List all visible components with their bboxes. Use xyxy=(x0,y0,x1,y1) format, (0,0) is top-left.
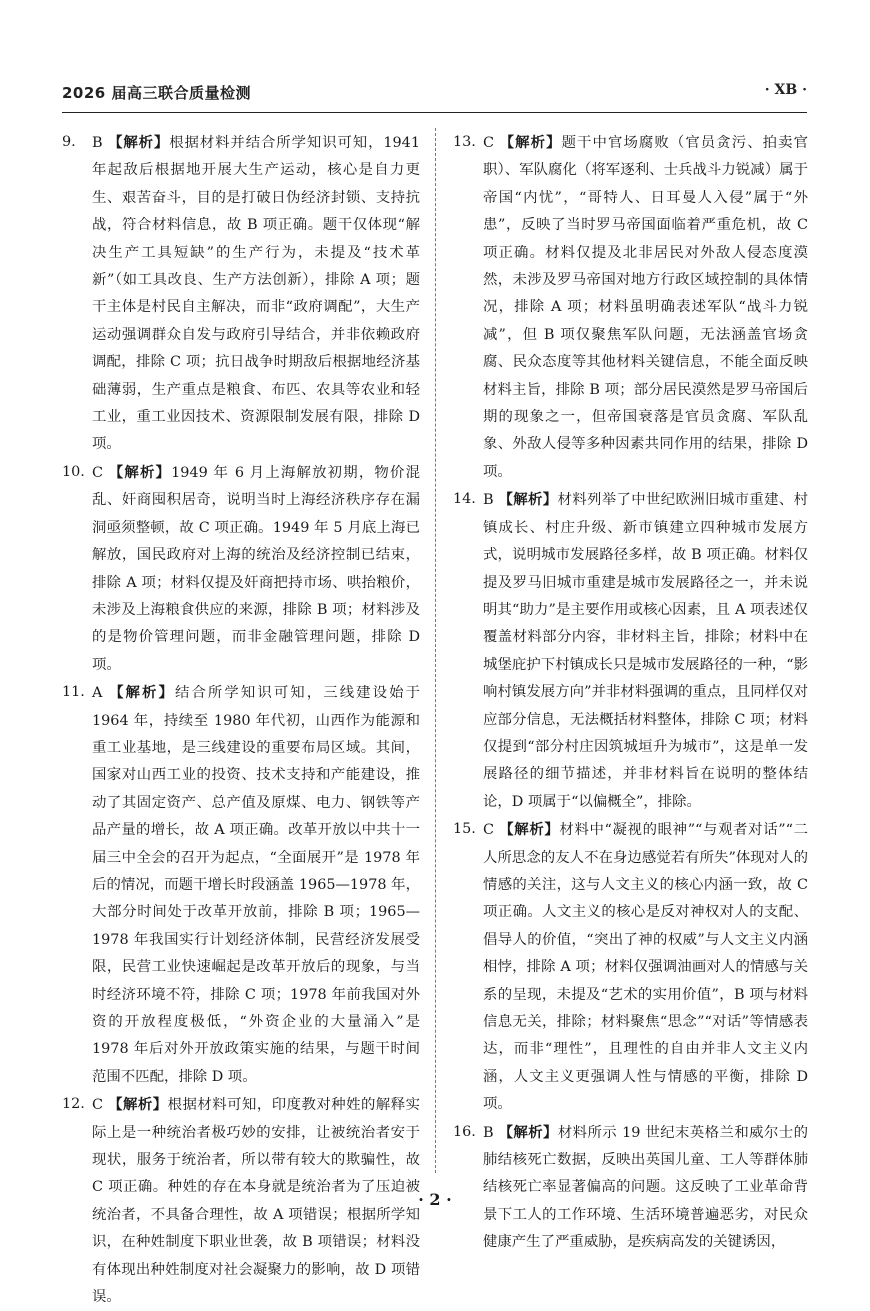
answer-item-14 xyxy=(453,486,808,816)
analysis-tag: 【解析】 xyxy=(499,134,562,151)
analysis-tag: 【解析】 xyxy=(108,1096,168,1114)
answer-item-15 xyxy=(453,816,808,1118)
column-divider xyxy=(435,128,436,1173)
item-number: 14. xyxy=(453,491,476,508)
item-answer: B xyxy=(92,135,103,151)
page-number: · 2 · xyxy=(418,1190,452,1209)
item-answer: A xyxy=(92,685,103,702)
item-answer: C xyxy=(483,822,495,839)
item-text: 材料所示 19 世纪末英格兰和威尔士的肺结核死亡数据，反映出英国儿童、工人等群体肺结核死亡率显著偏高的问题。这反映了工业革命背景下工人的工作环境、生活环境普遍恶劣，对民众健康产生了严重威胁，是疾病高发的关键诱因， xyxy=(483,1124,808,1251)
item-answer: C xyxy=(92,1097,104,1114)
item-number: 9. xyxy=(62,134,76,150)
item-number: 12. xyxy=(62,1096,85,1113)
item-number: 16. xyxy=(453,1123,476,1140)
answer-item-10 xyxy=(62,459,420,679)
item-number: 15. xyxy=(453,821,476,838)
item-number: 13. xyxy=(453,134,476,150)
header-rule xyxy=(62,112,807,113)
item-text: 根据材料可知，印度教对种姓的解释实际上是一种统治者极巧妙的安排，让被统治者安于现状，服务于统治者，所以带有较大的欺骗性，故 C 项正确。种姓的存在本身就是统治者为了压迫被统治者，不具备合理性，故 A 项错误；根据所学知识，在种姓制度下职业世袭，故 B 项错误；材料没有体现出种姓制度对社会凝聚力的影响，故 D 项错误。 xyxy=(92,1097,420,1306)
analysis-tag: 【解析】 xyxy=(109,684,175,702)
answer-item-13 xyxy=(453,129,808,486)
left-column xyxy=(62,129,420,1311)
item-text: 材料中“凝视的眼神”“与观者对话”“二人所思念的友人不在身边感觉若有所失”体现对人的情感的关注，这与人文主义的核心内涵一致，故 C 项正确。人文主义的核心是反对神权对人的支配、倡导人的价值，“突出了神的权威”与人文主义内涵相悖，排除 A 项；材料仅强调油画对人的情感与关系的呈现，未提及“艺术的实用价值”，B 项与材料信息无关，排除；材料聚焦“思念”“对话”等情感表达，而非“理性”，且理性的自由并非人文主义内涵，人文主义更强调人性与情感的平衡，排除 D 项。 xyxy=(483,822,808,1113)
analysis-tag: 【解析】 xyxy=(108,134,170,151)
item-text: 题干中官场腐败（官员贪污、拍卖官职）、军队腐化（将军逐利、士兵战斗力锐减）属于帝国“内忧”，“哥特人、日耳曼人入侵”属于“外患”，反映了当时罗马帝国面临着严重危机，故 C 项正确。材料仅提及北非居民对外敌人侵态度漠然，未涉及罗马帝国对地方行政区域控制的具体情况，排除 A 项；材料虽明确表述军队“战斗力锐减”，但 B 项仅聚焦军队问题，无法涵盖官场贪腐、民众态度等其他材料关键信息，不能全面反映材料主旨，排除 B 项；部分居民漠然是罗马帝国后期的现象之一，但帝国衰落是官员贪腐、军队乱象、外敌人侵等多种因素共同作用的结果，排除 D 项。 xyxy=(483,135,808,480)
item-answer: C xyxy=(92,464,104,481)
item-answer: B xyxy=(483,492,494,509)
item-answer: B xyxy=(483,1124,494,1141)
answer-item-9 xyxy=(62,129,420,459)
item-text: 根据材料并结合所学知识可知，1941 年起敌后根据地开展大生产运动，核心是自力更生、艰苦奋斗，目的是打破日伪经济封锁、支持抗战，符合材料信息，故 B 项正确。题干仅体现“解决生产工具短缺”的生产行为，未提及“技术革新”（如工具改良、生产方法创新），排除 A 项；题干主体是村民自主解决，而非“政府调配”，大生产运动强调群众自发与政府引导结合，并非依赖政府调配，排除 C 项；抗日战争时期敌后根据地经济基础薄弱，生产重点是粮食、布匹、农具等农业和轻工业，重工业因技术、资源限制发展有限，排除 D 项。 xyxy=(92,135,420,453)
answer-item-11 xyxy=(62,679,420,1091)
answer-item-16 xyxy=(453,1119,808,1257)
exam-title: 2026 届高三联合质量检测 xyxy=(62,84,251,102)
item-number: 11. xyxy=(62,684,85,701)
analysis-tag: 【解析】 xyxy=(498,491,558,509)
analysis-tag: 【解析】 xyxy=(108,463,172,481)
item-text: 1949 年 6 月上海解放初期，物价混乱、奸商囤积居奇，说明当时上海经济秩序存在漏洞亟须整顿，故 C 项正确。1949 年 5 月底上海已解放，国民政府对上海的统治及经济控制已结束，排除 A 项；材料仅提及奸商把持市场、哄抬粮价，未涉及上海粮食供应的来源，排除 B 项；材料涉及的是物价管理问题，而非金融管理问题，排除 D 项。 xyxy=(92,464,420,673)
item-answer: C xyxy=(483,135,495,151)
right-column xyxy=(453,129,808,1257)
item-text: 结合所学知识可知，三线建设始于 1964 年，持续至 1980 年代初，山西作为能源和重工业基地，是三线建设的重要布局区域。其间，国家对山西工业的投资、技术支持和产能建设，推动了其固定资产、总产值及原煤、电力、钢铁等产品产量的增长，故 A 项正确。改革开放以中共十一届三中全会的召开为起点，“全面展开”是 1978 年后的情况，而题干增长时段涵盖 1965—1978 年，大部分时间处于改革开放前，排除 B 项；1965—1978 年我国实行计划经济体制，民营经济发展受限，民营工业快速崛起是改革开放后的现象，与当时经济环境不符，排除 C 项；1978 年前我国对外资的开放程度极低，“外资企业的大量涌入”是 1978 年后对外开放政策实施的结果，与题干时间范围不匹配，排除 D 项。 xyxy=(92,685,420,1085)
item-number: 10. xyxy=(62,463,85,480)
item-text: 材料列举了中世纪欧洲旧城市重建、村镇成长、村庄升级、新市镇建立四种城市发展方式，说明城市发展路径多样，故 B 项正确。材料仅提及罗马旧城市重建是城市发展路径之一，并未说明其“助力”是主要作用或核心因素，且 A 项表述仅覆盖材料部分内容，非材料主旨，排除；材料中在城堡庇护下村镇成长只是城市发展路径的一种，“影响村镇发展方向”并非材料强调的重点，且同样仅对应部分信息，无法概括材料整体，排除 C 项；材料仅提到“部分村庄因筑城垣升为城市”，这是单一发展路径的细节描述，并非材料旨在说明的整体结论，D 项属于“以偏概全”，排除。 xyxy=(483,492,808,810)
exam-code: · XB · xyxy=(764,82,807,98)
page-header xyxy=(62,82,807,106)
analysis-tag: 【解析】 xyxy=(499,821,560,839)
analysis-tag: 【解析】 xyxy=(498,1123,558,1141)
